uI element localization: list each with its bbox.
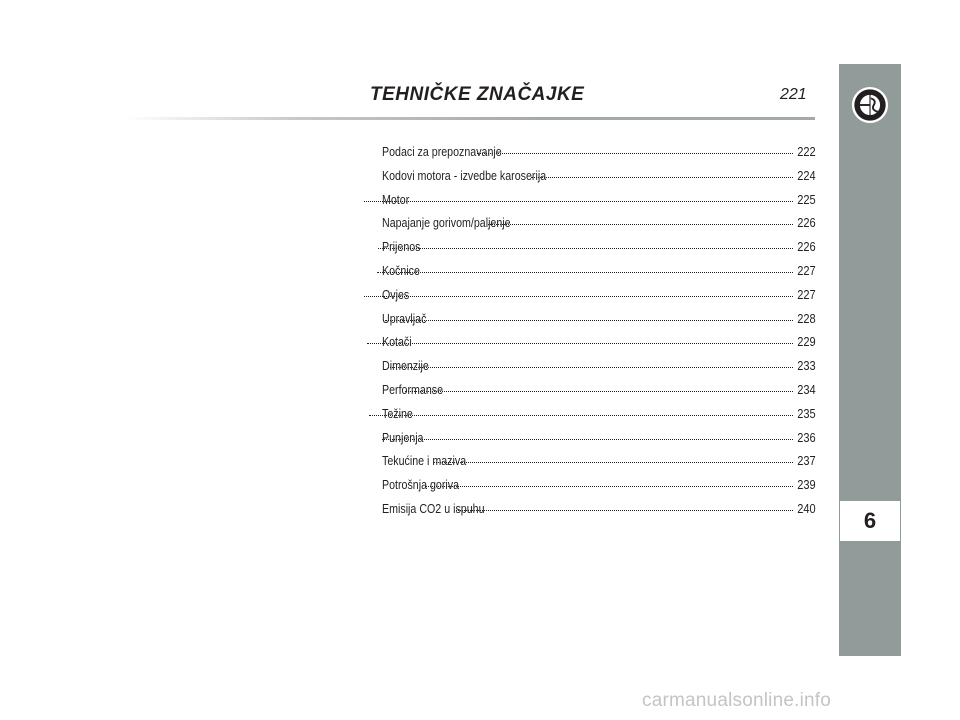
toc-entry-page: 225 xyxy=(797,191,816,207)
toc-entry-label: Prijenos xyxy=(382,239,421,255)
toc-entry-label: Ovjes xyxy=(382,286,410,302)
toc-entry-label: Potrošnja goriva xyxy=(382,477,460,493)
toc-entry[interactable] xyxy=(382,164,816,188)
toc-entry[interactable] xyxy=(382,402,816,426)
toc-dot-leader xyxy=(434,452,794,463)
toc-entry-label: Dimenzije xyxy=(382,358,429,374)
toc-entry[interactable] xyxy=(382,283,816,307)
toc-dot-leader xyxy=(377,262,793,273)
table-of-contents xyxy=(382,140,816,521)
toc-entry-page: 237 xyxy=(797,453,816,469)
toc-dot-leader xyxy=(456,500,793,511)
toc-entry-label: Kodovi motora - izvedbe karoserija xyxy=(382,167,547,183)
toc-dot-leader xyxy=(364,191,793,202)
toc-entry-page: 229 xyxy=(797,334,816,350)
toc-entry-page: 227 xyxy=(797,286,816,302)
toc-entry-label: Performanse xyxy=(382,381,444,397)
toc-entry-page: 236 xyxy=(797,429,816,445)
toc-dot-leader xyxy=(369,405,794,416)
toc-dot-leader xyxy=(405,381,793,392)
chapter-number-box xyxy=(839,501,901,541)
toc-entry[interactable] xyxy=(382,449,816,473)
toc-entry-label: Kočnice xyxy=(382,262,420,278)
toc-dot-leader xyxy=(364,286,793,297)
toc-entry[interactable] xyxy=(382,354,816,378)
toc-entry-label: Tekućine i maziva xyxy=(382,453,467,469)
watermark: carmanualsonline.info xyxy=(642,690,832,711)
toc-entry-page: 235 xyxy=(797,405,816,421)
toc-entry-label: Punjenja xyxy=(382,429,424,445)
toc-entry-label: Upravljač xyxy=(382,310,427,326)
toc-dot-leader xyxy=(367,333,793,344)
chapter-number: 6 xyxy=(863,508,877,533)
toc-entry[interactable] xyxy=(382,259,816,283)
toc-entry[interactable] xyxy=(382,188,816,212)
toc-entry[interactable] xyxy=(382,378,816,402)
toc-dot-leader xyxy=(385,310,793,321)
toc-entry-label: Težine xyxy=(382,405,413,421)
toc-entry-page: 239 xyxy=(797,477,816,493)
toc-entry-label: Emisija CO2 u ispuhu xyxy=(382,500,485,516)
toc-dot-leader xyxy=(388,357,793,368)
chapter-side-tab xyxy=(839,64,901,656)
toc-entry[interactable] xyxy=(382,426,816,450)
toc-entry-page: 240 xyxy=(797,500,816,516)
toc-entry[interactable] xyxy=(382,497,816,521)
header-rule xyxy=(125,117,815,120)
toc-entry-page: 222 xyxy=(797,144,816,159)
page-number: 221 xyxy=(780,86,807,103)
page-title: TEHNIČKE ZNAČAJKE xyxy=(370,84,585,105)
toc-entry-page: 226 xyxy=(797,215,816,231)
toc-dot-leader xyxy=(382,429,794,440)
toc-entry-label: Motor xyxy=(382,191,410,207)
toc-entry[interactable] xyxy=(382,140,816,164)
toc-entry[interactable] xyxy=(382,235,816,259)
toc-entry-label: Kotači xyxy=(382,334,412,350)
toc-entry-page: 234 xyxy=(797,381,816,397)
toc-entry-page: 226 xyxy=(797,239,816,255)
toc-dot-leader xyxy=(531,167,793,178)
toc-entry[interactable] xyxy=(382,330,816,354)
toc-entry-label: Podaci za prepoznavanje xyxy=(382,144,502,159)
toc-entry[interactable] xyxy=(382,473,816,497)
toc-dot-leader xyxy=(488,214,794,225)
toc-entry-page: 233 xyxy=(797,358,816,374)
toc-entry[interactable] xyxy=(382,211,816,235)
toc-entry-page: 227 xyxy=(797,262,816,278)
toc-dot-leader xyxy=(477,143,793,154)
toc-entry-page: 224 xyxy=(797,167,816,183)
toc-entry[interactable] xyxy=(382,307,816,331)
alfa-romeo-logo-icon xyxy=(851,86,889,124)
toc-entry-page: 228 xyxy=(797,310,816,326)
toc-dot-leader xyxy=(425,476,793,487)
toc-entry-label: Napajanje gorivom/paljenje xyxy=(382,215,511,231)
toc-dot-leader xyxy=(378,238,793,249)
